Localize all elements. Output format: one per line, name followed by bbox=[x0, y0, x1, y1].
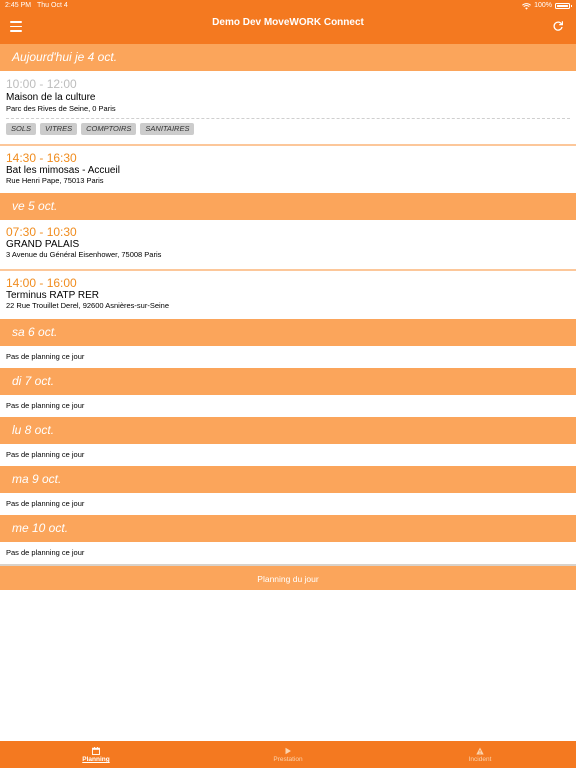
day-header: ve 5 oct. bbox=[0, 193, 576, 220]
appointment-name: Maison de la culture bbox=[6, 92, 96, 103]
appointment-address: Parc des Rives de Seine, 0 Paris bbox=[6, 104, 116, 113]
task-tag: VITRES bbox=[40, 123, 77, 135]
tab-label: Incident bbox=[468, 756, 492, 763]
tab-bar bbox=[0, 741, 576, 768]
appointment-address: 22 Rue Trouillet Derel, 92600 Asnières-sur-Seine bbox=[6, 301, 170, 310]
no-planning-text: Pas de planning ce jour bbox=[0, 542, 576, 564]
calendar-icon bbox=[92, 747, 100, 755]
tab-label: Planning bbox=[82, 756, 110, 763]
appointment-item[interactable] bbox=[0, 71, 576, 144]
appointment-address: Rue Henri Pape, 75013 Paris bbox=[6, 176, 104, 185]
battery-percent: 100% bbox=[534, 2, 552, 9]
status-time: 2:45 PM bbox=[5, 2, 32, 9]
refresh-icon[interactable] bbox=[552, 20, 564, 32]
day-header: lu 8 oct. bbox=[0, 417, 576, 444]
status-date: Thu Oct 4 bbox=[37, 2, 68, 9]
no-planning-text: Pas de planning ce jour bbox=[0, 346, 576, 368]
appointment-address: 3 Avenue du Général Eisenhower, 75008 Paris bbox=[6, 250, 162, 259]
day-header: Aujourd'hui je 4 oct. bbox=[0, 44, 576, 71]
day-header: ma 9 oct. bbox=[0, 466, 576, 493]
no-planning-text: Pas de planning ce jour bbox=[0, 395, 576, 417]
appointment-time: 14:00 - 16:00 bbox=[6, 276, 77, 290]
status-right bbox=[522, 0, 570, 12]
appointment-name: GRAND PALAIS bbox=[6, 239, 80, 250]
appointment-time: 10:00 - 12:00 bbox=[6, 77, 77, 91]
day-header: sa 6 oct. bbox=[0, 319, 576, 346]
appointment-item[interactable] bbox=[0, 146, 576, 193]
appointment-name: Bat les mimosas - Accueil bbox=[6, 165, 120, 176]
play-icon bbox=[284, 747, 292, 755]
appointment-name: Terminus RATP RER bbox=[6, 290, 99, 301]
tab-label: Prestation bbox=[273, 756, 303, 763]
hamburger-icon-line bbox=[10, 30, 22, 32]
tab-prestation[interactable] bbox=[192, 741, 384, 768]
tab-planning[interactable] bbox=[0, 741, 192, 768]
daily-planning-button[interactable]: Planning du jour bbox=[0, 564, 576, 590]
day-header: di 7 oct. bbox=[0, 368, 576, 395]
no-planning-text: Pas de planning ce jour bbox=[0, 444, 576, 466]
no-planning-text: Pas de planning ce jour bbox=[0, 493, 576, 515]
warning-icon bbox=[476, 747, 484, 755]
task-tag: SANITAIRES bbox=[140, 123, 194, 135]
task-tag: SOLS bbox=[6, 123, 36, 135]
status-bar bbox=[0, 0, 576, 12]
appointment-time: 14:30 - 16:30 bbox=[6, 151, 77, 165]
day-header: me 10 oct. bbox=[0, 515, 576, 542]
task-tags bbox=[0, 119, 576, 135]
appointment-item[interactable] bbox=[0, 220, 576, 269]
app-title: Demo Dev MoveWORK Connect bbox=[212, 17, 364, 28]
tab-incident[interactable] bbox=[384, 741, 576, 768]
nav-bar bbox=[0, 12, 576, 44]
appointment-item[interactable] bbox=[0, 271, 576, 319]
battery-icon bbox=[555, 3, 570, 9]
planning-list bbox=[0, 44, 576, 590]
task-tag: COMPTOIRS bbox=[81, 123, 136, 135]
appointment-time: 07:30 - 10:30 bbox=[6, 225, 77, 239]
wifi-icon bbox=[522, 3, 531, 10]
